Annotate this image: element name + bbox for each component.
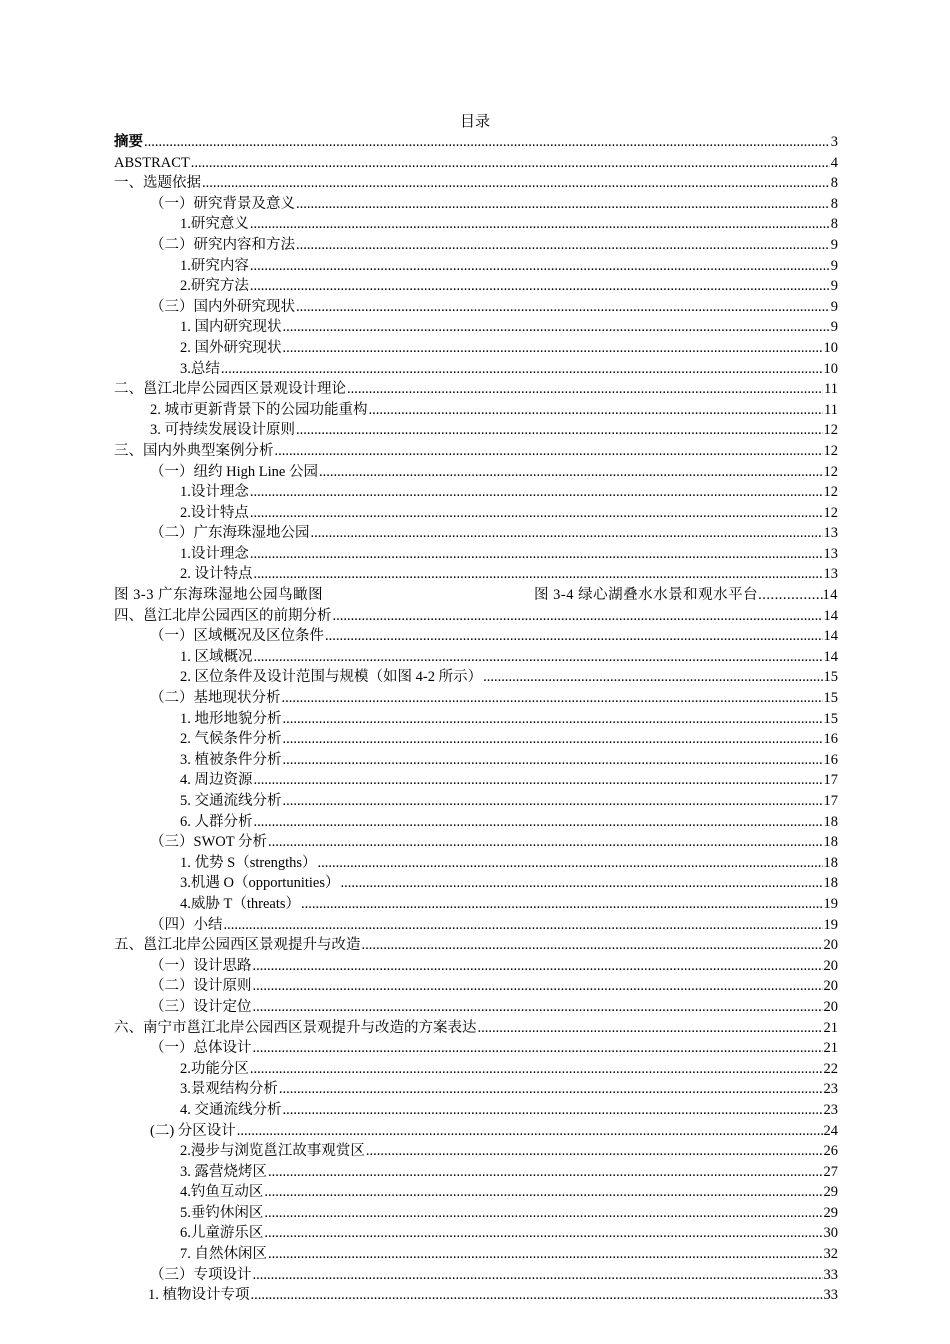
toc-page-number: 20 (823, 978, 838, 995)
toc-page-number: 10 (823, 360, 838, 377)
toc-page-number: 3 (830, 134, 838, 150)
toc-page-number: 21 (823, 1019, 838, 1036)
toc-page-number: 27 (823, 1163, 838, 1180)
toc-leader-dots (254, 647, 823, 668)
toc-page-number: 8 (830, 195, 838, 212)
toc-entry[interactable] (114, 750, 838, 771)
toc-entry-label: 1. 植物设计专项 (148, 1287, 250, 1304)
toc-entry-label: 1. 地形地貌分析 (180, 710, 282, 727)
toc-leader-dots (250, 482, 823, 503)
toc-leader-dots (296, 235, 830, 256)
toc-page-number: 13 (823, 525, 838, 542)
toc-entry[interactable] (114, 153, 838, 174)
toc-entry[interactable] (114, 667, 838, 688)
toc-entry-label: 3.机遇 O（opportunities） (180, 875, 340, 892)
toc-leader-dots (347, 379, 823, 400)
toc-page-number: 12 (823, 442, 838, 459)
toc-entry-label: 2.研究方法 (180, 278, 249, 295)
toc-entry-label: （二）设计原则 (150, 978, 252, 995)
toc-entry-label: 5.垂钓休闲区 (180, 1204, 264, 1221)
toc-entry[interactable] (114, 1223, 838, 1244)
toc-entry-label: （三）SWOT 分析 (150, 834, 267, 851)
toc-page-number: 23 (823, 1101, 838, 1118)
toc-page-number: 18 (823, 854, 838, 871)
toc-entry-label: 六、南宁市邕江北岸公园西区景观提升与改造的方案表达 (114, 1019, 477, 1036)
toc-leader-dots (296, 297, 830, 318)
toc-page-number: 14 (823, 648, 838, 665)
toc-page-number: 13 (823, 566, 838, 583)
toc-leader-dots (253, 1038, 823, 1059)
toc-leader-dots (250, 544, 823, 565)
toc-page-number: 15 (823, 690, 838, 707)
toc-entry[interactable] (114, 853, 838, 874)
toc-entry[interactable] (114, 194, 838, 215)
toc-leader-dots (478, 1018, 823, 1039)
toc-leader-dots (250, 214, 830, 235)
toc-entry[interactable] (114, 400, 838, 421)
toc-page-number: 15 (823, 710, 838, 727)
toc-leader-dots (144, 132, 830, 153)
toc-page-number: 14 (823, 628, 838, 645)
toc-page-number: 12 (823, 504, 838, 521)
toc-entry-label: （四）小结 (150, 916, 223, 933)
toc-page-number: 8 (830, 175, 838, 192)
toc-entry-label: （二）基地现状分析 (150, 690, 281, 707)
toc-entry[interactable] (114, 462, 838, 483)
toc-entry-label: （二）广东海珠湿地公园 (150, 525, 310, 542)
toc-title: 目录 (459, 114, 490, 130)
toc-leader-dots (264, 1223, 822, 1244)
toc-leader-dots (264, 1203, 822, 1224)
toc-entry[interactable] (114, 1079, 838, 1100)
toc-leader-dots (268, 832, 823, 853)
toc-entry-label: 4.钓鱼互动区 (180, 1184, 264, 1201)
toc-leader-dots (319, 462, 823, 483)
toc-page-number: 14 (823, 607, 838, 624)
toc-page-number: 9 (830, 298, 838, 315)
toc-entry[interactable] (114, 956, 838, 977)
toc-leader-dots (366, 1141, 823, 1162)
toc-entry-label: （二）研究内容和方法 (150, 236, 295, 253)
toc-entry[interactable] (114, 709, 838, 730)
toc-page-number: 19 (823, 916, 838, 933)
toc-leader-dots (275, 441, 823, 462)
toc-entry[interactable] (114, 359, 838, 380)
toc-entry[interactable] (114, 1285, 838, 1306)
toc-entry-label: 2.功能分区 (180, 1060, 249, 1077)
toc-entry-label: （一）区域概况及区位条件 (150, 628, 324, 645)
toc-leader-dots (251, 1285, 823, 1306)
toc-entry-label: 2.设计特点 (180, 504, 249, 521)
toc-entry-label: （一）纽约 High Line 公园 (150, 463, 318, 480)
toc-entry[interactable] (114, 420, 838, 441)
toc-leader-dots (296, 194, 830, 215)
toc-entry-label: 1. 区域概况 (180, 648, 253, 665)
toc-entry[interactable] (114, 606, 838, 627)
toc-page-number: 9 (830, 278, 838, 295)
toc-figure-caption-right: 图 3-4 绿心湖叠水水景和观水平台 (534, 587, 759, 604)
toc-entry[interactable] (114, 894, 838, 915)
toc-entry-label: 2. 气候条件分析 (180, 731, 282, 748)
toc-entry-label: 1. 国内研究现状 (180, 319, 282, 336)
toc-leader-dots (296, 420, 823, 441)
toc-leader-dots (268, 1162, 823, 1183)
toc-figure-caption-left: 图 3-3 广东海珠湿地公园鸟瞰图 (114, 587, 324, 604)
toc-leader-dots (283, 1100, 823, 1121)
toc-entry-label: 3. 露营烧烤区 (180, 1163, 267, 1180)
toc-page-number: 19 (823, 895, 838, 912)
toc-leader-dots (237, 1121, 823, 1142)
toc-page-number: 22 (823, 1060, 838, 1077)
toc-leader-dots (202, 173, 830, 194)
toc-entry[interactable] (114, 503, 838, 524)
toc-entry[interactable] (114, 256, 838, 277)
toc-entry-label: （三）国内外研究现状 (150, 298, 295, 315)
toc-leader-dots (254, 812, 823, 833)
toc-entry[interactable] (114, 1100, 838, 1121)
toc-entry-label: （一）总体设计 (150, 1040, 252, 1057)
toc-entry-label: ABSTRACT (114, 154, 190, 171)
toc-entry[interactable] (114, 791, 838, 812)
toc-entry[interactable] (114, 1141, 838, 1162)
toc-entry[interactable] (114, 688, 838, 709)
toc-page-number: 29 (823, 1184, 838, 1201)
toc-entry[interactable] (114, 915, 838, 936)
toc-entry[interactable] (114, 235, 838, 256)
toc-entry-label: 1. 优势 S（strengths） (180, 854, 317, 871)
toc-entry[interactable] (114, 132, 838, 153)
toc-entry[interactable] (114, 214, 838, 235)
toc-page-number: 10 (823, 339, 838, 356)
toc-page-number: 18 (823, 813, 838, 830)
toc-entry-label: 二、邕江北岸公园西区景观设计理论 (114, 381, 346, 398)
toc-page-number: 18 (823, 834, 838, 851)
toc-entry-label: 4. 交通流线分析 (180, 1101, 282, 1118)
toc-entry-label: 5. 交通流线分析 (180, 793, 282, 809)
toc-entry[interactable] (114, 832, 838, 853)
toc-leader-dots (362, 935, 823, 956)
toc-entry[interactable] (114, 626, 838, 647)
toc-leader-dots (221, 359, 823, 380)
toc-entry-label: 摘要 (114, 134, 143, 150)
toc-entry[interactable] (114, 441, 838, 462)
toc-leader-dots (250, 256, 830, 277)
toc-leader-dots (254, 564, 823, 585)
toc-entry-label: （一）研究背景及意义 (150, 195, 295, 212)
toc-entry[interactable] (114, 379, 838, 400)
toc-page-number: 16 (823, 731, 838, 748)
toc-entry-label: 4.威胁 T（threats） (180, 895, 301, 912)
toc-entry[interactable] (114, 1244, 838, 1265)
toc-entry-label: （三）设计定位 (150, 998, 252, 1015)
toc-page-number: 33 (823, 1287, 838, 1304)
toc-leader-dots (333, 606, 823, 627)
toc-page-number: 18 (823, 875, 838, 892)
toc-figure-row[interactable] (114, 585, 838, 606)
toc-leader-dots (253, 1265, 823, 1286)
toc-entry[interactable] (114, 935, 838, 956)
toc-entry[interactable] (114, 297, 838, 318)
toc-entry[interactable] (114, 647, 838, 668)
toc-entry[interactable] (114, 564, 838, 585)
toc-page-number: 20 (823, 957, 838, 974)
toc-page-number: 4 (830, 154, 838, 171)
toc-entry[interactable] (114, 338, 838, 359)
toc-entry-label: 3. 可持续发展设计原则 (150, 422, 295, 439)
toc-leader-dots (250, 503, 823, 524)
toc-page-number: 12 (823, 422, 838, 439)
toc-page-number: 16 (823, 751, 838, 768)
toc-page-number: 9 (830, 319, 838, 336)
toc-entry[interactable] (114, 770, 838, 791)
toc-page-number: 14 (822, 587, 838, 604)
toc-entry-label: 2. 城市更新背景下的公园功能重构 (150, 401, 368, 418)
toc-entry-label: 一、选题依据 (114, 175, 201, 192)
toc-entry[interactable] (114, 1203, 838, 1224)
toc-entry-label: (二) 分区设计 (150, 1122, 236, 1139)
toc-page-number: 30 (823, 1225, 838, 1242)
toc-page-number: 12 (823, 463, 838, 480)
toc-leader-dots (191, 153, 830, 174)
toc-page-number: 13 (823, 545, 838, 562)
toc-page-number: 11 (824, 401, 838, 418)
toc-leader-dots (282, 688, 823, 709)
toc-leader-dots (253, 976, 823, 997)
toc-leader-dots (311, 523, 823, 544)
toc-leader-dots (283, 729, 823, 750)
toc-entry[interactable] (114, 997, 838, 1018)
toc-entry-label: 6.儿童游乐区 (180, 1225, 264, 1242)
toc-page-number: 9 (830, 236, 838, 253)
toc-entry-label: 2. 设计特点 (180, 566, 253, 583)
toc-entry[interactable] (114, 1038, 838, 1059)
toc-entry[interactable] (114, 729, 838, 750)
toc-entry-label: 3.总结 (180, 360, 220, 377)
toc-leader-dots (318, 853, 823, 874)
toc-entry-label: （一）设计思路 (150, 957, 252, 974)
toc-leader-dots (758, 585, 822, 606)
toc-page-number: 12 (823, 484, 838, 501)
toc-entry[interactable] (114, 317, 838, 338)
toc-entry-label: 2.漫步与浏览邕江故事观赏区 (180, 1143, 365, 1160)
toc-leader-dots (268, 1244, 823, 1265)
toc-entry-label: 2. 国外研究现状 (180, 339, 282, 356)
toc-leader-dots (283, 791, 823, 812)
toc-page-number: 11 (824, 381, 838, 398)
toc-entry-label: 1.研究意义 (180, 216, 249, 233)
table-of-contents (114, 132, 838, 1306)
toc-entry[interactable] (114, 1018, 838, 1039)
toc-leader-dots (224, 915, 823, 936)
toc-leader-dots (325, 626, 823, 647)
toc-entry-label: 7. 自然休闲区 (180, 1246, 267, 1263)
toc-leader-dots (250, 276, 830, 297)
toc-entry[interactable] (114, 873, 838, 894)
toc-entry-label: 1.设计理念 (180, 545, 249, 562)
toc-entry[interactable] (114, 523, 838, 544)
toc-leader-dots (283, 338, 823, 359)
toc-leader-dots (283, 709, 823, 730)
toc-leader-dots (369, 400, 824, 421)
toc-entry-label: 3.景观结构分析 (180, 1081, 278, 1098)
toc-page-number: 15 (823, 669, 838, 686)
toc-entry-label: 四、邕江北岸公园西区的前期分析 (114, 607, 332, 624)
toc-entry[interactable] (114, 1182, 838, 1203)
toc-leader-dots (250, 1059, 823, 1080)
toc-entry[interactable] (114, 544, 838, 565)
toc-entry-label: 三、国内外典型案例分析 (114, 442, 274, 459)
toc-entry[interactable] (114, 1059, 838, 1080)
toc-entry[interactable] (114, 1162, 838, 1183)
toc-entry-label: 1.设计理念 (180, 484, 249, 501)
toc-page-number: 24 (823, 1122, 838, 1139)
toc-entry-label: 五、邕江北岸公园西区景观提升与改造 (114, 937, 361, 954)
toc-page-number: 21 (823, 1040, 838, 1057)
toc-page-number: 8 (830, 216, 838, 233)
toc-entry-label: 6. 人群分析 (180, 813, 253, 830)
toc-entry-label: 3. 植被条件分析 (180, 751, 282, 768)
toc-entry[interactable] (114, 976, 838, 997)
toc-leader-dots (301, 894, 822, 915)
toc-page-number: 33 (823, 1266, 838, 1283)
toc-page-number: 23 (823, 1081, 838, 1098)
toc-page-number: 20 (823, 937, 838, 954)
toc-page-number: 26 (823, 1143, 838, 1160)
toc-entry-label: （三）专项设计 (150, 1266, 252, 1283)
toc-entry[interactable] (114, 173, 838, 194)
toc-entry[interactable] (114, 812, 838, 833)
toc-leader-dots (283, 317, 830, 338)
toc-leader-dots (254, 770, 823, 791)
toc-page-number: 17 (823, 793, 838, 809)
toc-page-number: 29 (823, 1204, 838, 1221)
toc-entry-label: 1.研究内容 (180, 257, 249, 274)
toc-page-number: 9 (830, 257, 838, 274)
toc-leader-dots (483, 667, 822, 688)
toc-page-number: 20 (823, 998, 838, 1015)
toc-leader-dots (253, 956, 823, 977)
toc-entry[interactable] (114, 482, 838, 503)
toc-leader-dots (253, 997, 823, 1018)
toc-leader-dots (283, 750, 823, 771)
toc-leader-dots (341, 873, 823, 894)
toc-leader-dots (264, 1182, 822, 1203)
toc-entry-label: 2. 区位条件及设计范围与规模（如图 4-2 所示） (180, 669, 483, 686)
toc-entry[interactable] (114, 1121, 838, 1142)
toc-entry-label: 4. 周边资源 (180, 772, 253, 789)
toc-page-number: 17 (823, 772, 838, 789)
toc-page-number: 32 (823, 1246, 838, 1263)
toc-entry[interactable] (114, 1265, 838, 1286)
toc-leader-dots (279, 1079, 823, 1100)
toc-entry[interactable] (114, 276, 838, 297)
